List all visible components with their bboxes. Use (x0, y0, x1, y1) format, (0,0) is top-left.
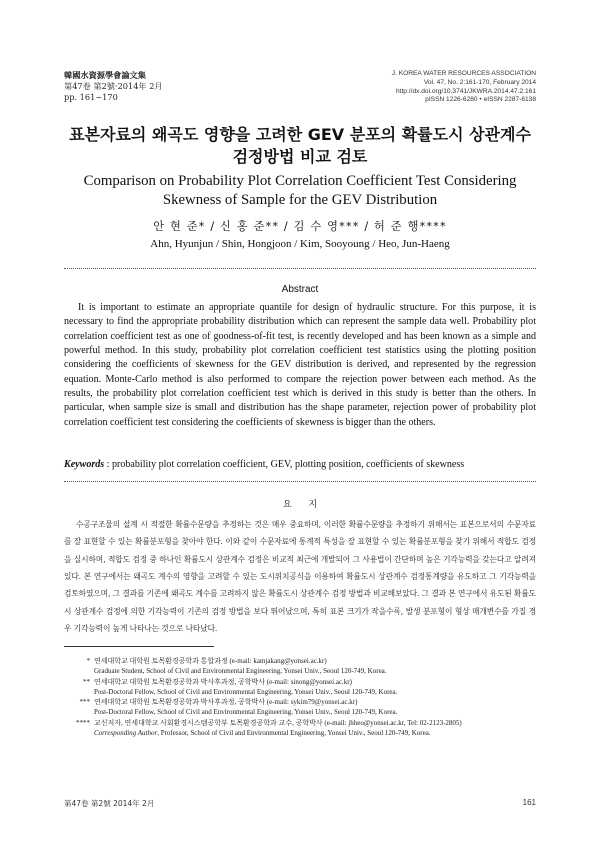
footnote-affiliation-ko: 교신저자, 연세대학교 사회환경시스템공학부 토목환경공학과 교수, 공학박사 (e-mail: jhheo@yonsei.ac.kr, Tel: 02-2123-2805) (94, 718, 462, 727)
journal-issue-ko: 第47卷 第2號·2014年 2月 (64, 81, 163, 91)
footnotes (64, 656, 540, 738)
footnote-rule (64, 646, 214, 647)
journal-header-left (64, 70, 163, 103)
footnote-affiliation-en: Post-Doctoral Fellow, School of Civil and Environmental Engineering, Yonsei Univ., Seoul 120-749, Korea. (94, 708, 398, 717)
footnote-2 (64, 677, 540, 698)
keywords-label: Keywords (64, 459, 105, 470)
paper-title-ko-line2: 검정방법 비교 검토 (232, 147, 368, 166)
footnote-affiliation-en: Graduate Student, School of Civil and Environmental Engineering, Yonsei Univ., Seoul 120-749, Korea. (94, 667, 387, 676)
corresponding-author-detail: , Professor, School of Civil and Environmental Engineering, Yonsei Univ., Seoul 120-749, Korea. (157, 729, 431, 738)
footnote-affiliation-en: Post-Doctoral Fellow, School of Civil and Environmental Engineering, Yonsei Univ., Seoul 120-749, Korea. (94, 687, 398, 696)
footer-issue: 第47卷 第2號 2014年 2月 (64, 799, 155, 808)
journal-name-ko: 韓國水資源學會論文集 (64, 70, 146, 80)
paper-title-en-line2: Skewness of Sample for the GEV Distribution (162, 192, 438, 208)
journal-pages: pp. 161~170 (64, 92, 118, 102)
keywords (64, 459, 536, 470)
journal-name-en: J. KOREA WATER RESOURCES ASSOCIATION (391, 70, 536, 77)
journal-volume: Vol. 47, No. 2:161-170, February 2014 (423, 78, 536, 86)
doi-link[interactable]: http://dx.doi.org/10.3741/JKWRA.2014.47.2.161 (395, 87, 536, 95)
separator-top (64, 268, 536, 269)
paper-title-ko-line1: 표본자료의 왜곡도 영향을 고려한 GEV 분포의 확률도시 상관계수 (69, 125, 531, 144)
footnote-3 (64, 697, 540, 718)
footnote-mark: ** (83, 677, 90, 686)
footnote-4 (64, 718, 540, 739)
corresponding-author-label: Corresponding Author (94, 729, 158, 738)
korean-abstract-body: 수공구조물의 설계 시 적절한 확률수문량을 추정하는 것은 매우 중요하며, 이러한 확률수문량을 추정하기 위해서는 표본으로서의 수문자료를 잘 표현할 수 있는 확률분포형을 찾아야 한다. 이와 같이 수문자료에 통계적 특성을 잘 표현할 수 있는 확률분포형을 찾기 위해서 적합도 검정을 실시하며, 적합도 검정 중 하나인 확률도시 상관계수 검정은 비교적 최근에 개발되어 그 사용법이 간단하며 높은 기각능력을 갖는다고 알려져 있다. 본 연구에서는 왜곡도 계수의 영향을 고려할 수 있는 도시위치공식을 이용하여 확률도시 상관계수 검정통계량을 유도하고 그 기각능력을 검토하였으며, 그 결과를 기존에 왜곡도 계수를 고려하지 않은 확률도시 상관계수 검정 방법과 비교해보았다. 그 결과 본 연구에서 유도된 확률도시 상관계수 검정에 의한 기각능력이 기존의 검정 방법을 보다 뛰어났으며, 특히 표본 크기가 작을수록, 발생 분포형이 형상 매개변수를 가질 경우 기각능력이 높게 나타나는 것으로 나타났다. (64, 520, 536, 634)
paper-title-en (60, 172, 540, 210)
footnote-mark: **** (76, 718, 90, 727)
issn: pISSN 1226-6280 • eISSN 2287-6138 (425, 96, 536, 104)
separator-middle (64, 481, 536, 482)
journal-header-right (392, 70, 536, 105)
paper-title-en-line1: Comparison on Probability Plot Correlation Coefficient Test Considering (83, 173, 517, 189)
abstract-body: It is important to estimate an appropriate quantile for design of hydraulic structure. For this purpose, it is necessary to find the appropriate probability distribution which can represent the sample data well. Probability plot correlation coefficient test as one of goodness-of-fit test, is recently developed and has been known as a simple and powerful method. In this study, probability plot correlation coefficient test statistics using the plotting position considering the coefficients of skewness for the GEV distribution is derived, and represented by the regression equation. Monte-Carlo method is also performed to compare the rejection power between each method. As the results, the probability plot correlation coefficient test which is derived in this study is better than the others. In particular, when sample size is small and distribution has the shape parameter, rejection power of probability plot correlation coefficient test considering the coefficients of skewness is bigger than the others. (64, 302, 536, 428)
footnote-affiliation-ko: 연세대학교 대학원 토목환경공학과 박사후과정, 공학박사 (e-mail: sykim79@yonsei.ac.kr) (94, 698, 358, 707)
page-number: 161 (522, 798, 536, 807)
footnote-mark: *** (79, 698, 90, 707)
footnote-1 (64, 656, 540, 677)
footnote-affiliation-ko: 연세대학교 대학원 토목환경공학과 박사후과정, 공학박사 (e-mail: sinong@yonsei.ac.kr) (94, 677, 352, 686)
korean-abstract-heading: 요 지 (282, 500, 318, 510)
paper-title-ko (60, 124, 540, 168)
authors-ko: 안 현 준* / 신 홍 준** / 김 수 영*** / 허 준 행**** (153, 220, 447, 233)
footnote-affiliation-en (94, 728, 540, 738)
abstract-heading: Abstract (281, 284, 319, 295)
footnote-affiliation-ko: 연세대학교 대학원 토목환경공학과 통합과정 (e-mail: kamjakang@yonsei.ac.kr) (94, 657, 327, 665)
authors-en: Ahn, Hyunjun / Shin, Hongjoon / Kim, Sooyoung / Heo, Jun-Haeng (150, 238, 450, 250)
footnote-mark: * (86, 657, 90, 665)
keywords-list: : probability plot correlation coefficient, GEV, plotting position, coefficients of skewness (104, 459, 465, 470)
